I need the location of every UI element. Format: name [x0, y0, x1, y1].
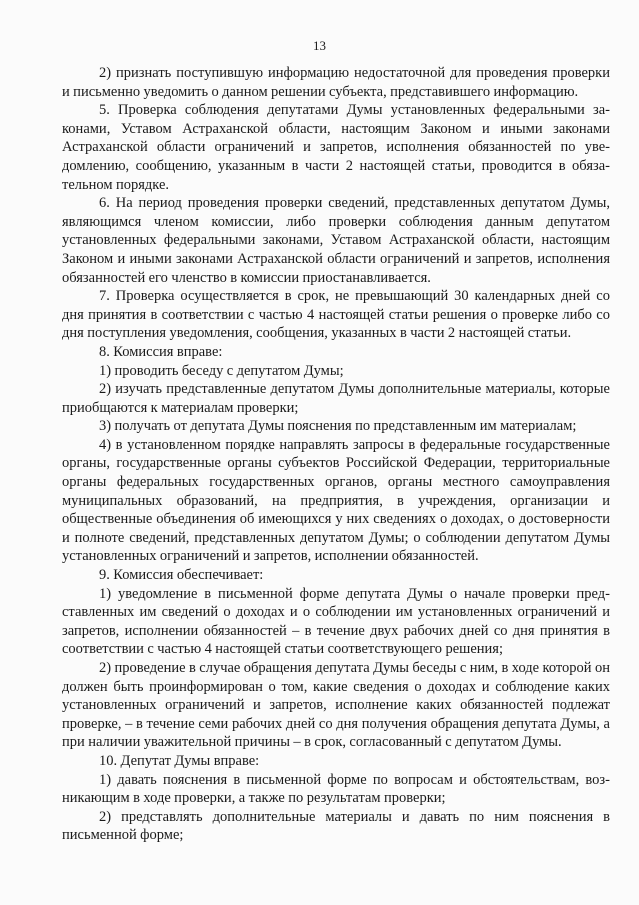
- paragraph-8-commission-rights-heading: 8. Комиссия вправе:: [99, 343, 223, 360]
- paragraph-7-check-period: 7. Проверка осуществляется в срок, не превышающий 30 календарных дней со дня принятия в соответствии с частью 4 настоящей статьи решения о проверке либо со дня поступления уведомления, сообщения, указанных в части 2 настоящей статьи.: [62, 288, 610, 342]
- paragraph-2-recognize-insufficient: 2) признать поступившую информацию недостаточной для проведения проверки и письменно уведомить о данном решении субъекта, представившего информацию.: [62, 65, 610, 100]
- paragraph-6-membership-suspension: 6. На период проведения проверки сведений, представленных депутатом Думы, являющимся членом комиссии, либо проверки соблюдения данным депутатом установленных федеральными законами, Уставом Астраханской области, настоящим Законом и иными законами Астраханской области ограничений и запретов, исполнения обязанностей его членство в комиссии приостанавливается.: [62, 195, 610, 286]
- page-number: 13: [313, 38, 326, 53]
- document-body: [62, 64, 610, 845]
- paragraph-5-mandatory-check: 5. Проверка соблюдения депутатами Думы установленных федеральными законами, Уставом Астраханской области, настоящим Законом и иными законами Астраханской области ограничений и запретов, исполнения обязанностей по уведомлению, сообщению, указанным в части 2 настоящей статьи, проводится в обязательном порядке.: [62, 102, 610, 193]
- paragraph-8-item-4: 4) в установленном порядке направлять запросы в федеральные государственные органы, государственные органы субъектов Российской Федерации, территориальные органы федеральных государственных органов, органы местного самоуправления муниципальных образований, на предприятия, в учреждения, организации и общественные объединения об имеющихся у них сведениях о доходах, о достоверности и полноте сведений, представленных депутатом Думы; о соблюдении депутатом Думы установленных ограничений и запретов, исполнении обязанностей.: [62, 436, 610, 565]
- paragraph-8-item-3: 3) получать от депутата Думы пояснения по представленным им материалам;: [99, 418, 577, 435]
- paragraph-9-item-1: 1) уведомление в письменной форме депутата Думы о начале проверки представленных им сведений о доходах и о соблюдении им установленных ограничений и запретов, исполнении обязанностей – в течение двух рабочих дней со дня принятия в соответствии с частью 4 настоящей статьи соответствующего решения;: [62, 585, 610, 658]
- paragraph-8-item-2: 2) изучать представленные депутатом Думы дополнительные материалы, которые приобщаются к материалам проверки;: [62, 381, 610, 416]
- paragraph-8-item-1: 1) проводить беседу с депутатом Думы;: [99, 362, 344, 379]
- paragraph-10-item-1: 1) давать пояснения в письменной форме по вопросам и обстоятельствам, возникающим в ходе проверки, а также по результатам проверки;: [62, 771, 610, 807]
- paragraph-9-commission-duties-heading: 9. Комиссия обеспечивает:: [99, 567, 264, 584]
- paragraph-10-item-2: 2) представлять дополнительные материалы и давать по ним пояснения в письменной форме;: [62, 808, 610, 844]
- paragraph-9-item-2: 2) проведение в случае обращения депутата Думы беседы с ним, в ходе которой он должен быть проинформирован о том, какие сведения о доходах и соблюдение каких установленных ограничений и запретов, исполнение каких обязанностей подлежат проверке, – в течение семи рабочих дней со дня получения обращения депутата Думы, а при наличии уважительной причины – в срок, согласованный с депутатом Думы.: [62, 660, 610, 751]
- paragraph-10-deputy-rights-heading: 10. Депутат Думы вправе:: [99, 752, 260, 769]
